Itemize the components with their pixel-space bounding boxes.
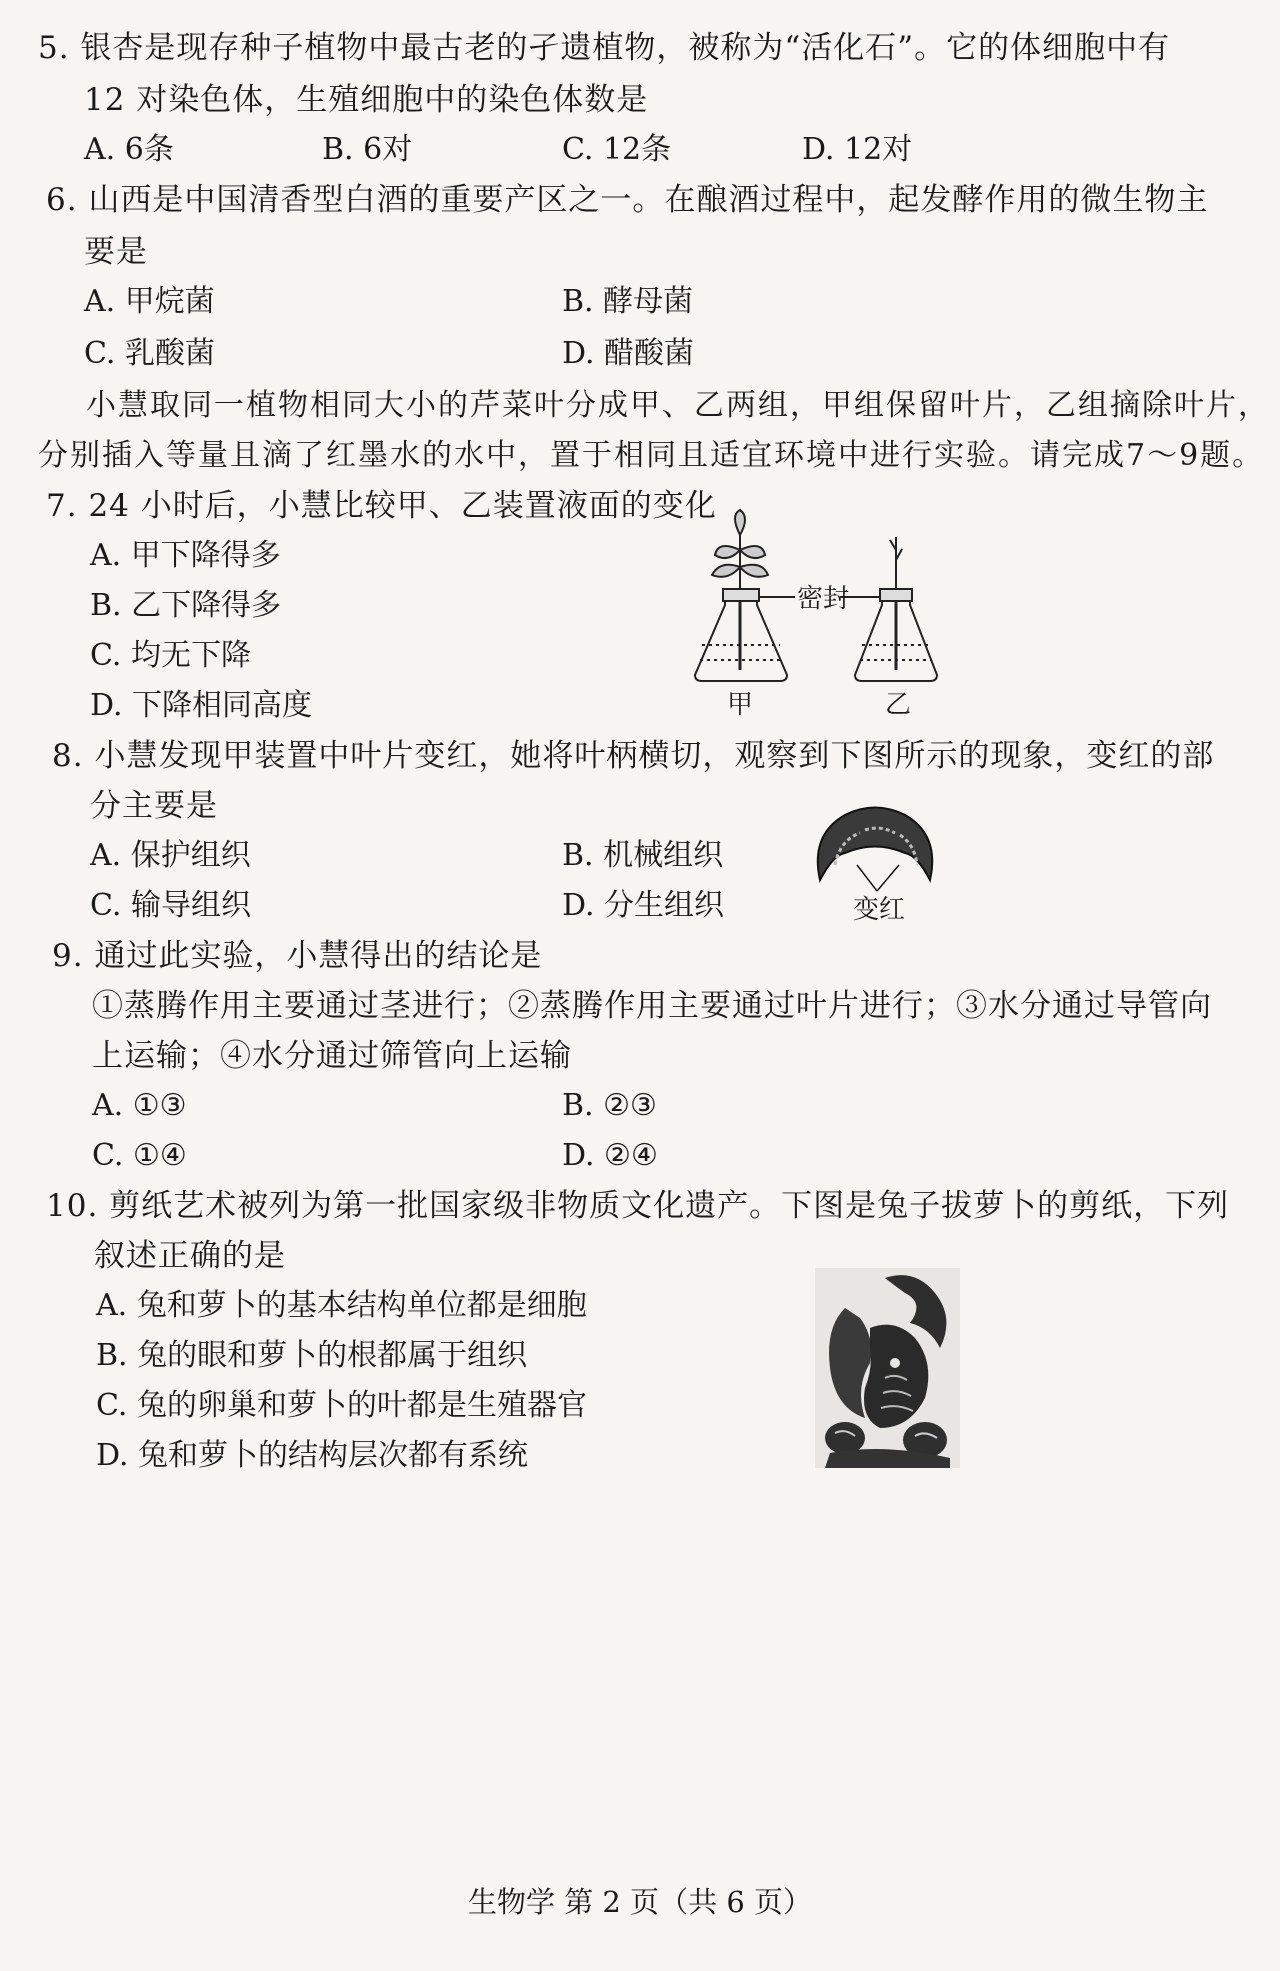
petiole-cross-section-figure xyxy=(805,795,945,905)
q9-option-a[interactable]: A. ①③ xyxy=(92,1088,187,1123)
q9-option-b[interactable]: B. ②③ xyxy=(562,1088,657,1123)
q6-stem-line2: 要是 xyxy=(84,234,148,270)
q5-stem-line2: 12 对染色体，生殖细胞中的染色体数是 xyxy=(84,82,649,118)
q7-option-d[interactable]: D. 下降相同高度 xyxy=(90,688,313,723)
page-footer: 生物学 第 2 页（共 6 页） xyxy=(468,1885,812,1919)
q6-stem-text: 山西是中国清香型白酒的重要产区之一。在酿酒过程中，起发酵作用的微生物主 xyxy=(88,182,1209,218)
q5-stem-line1 xyxy=(38,28,1170,68)
turned-red-label: 变红 xyxy=(853,895,906,925)
q10-stem-line2: 叙述正确的是 xyxy=(94,1238,286,1274)
q8-option-d[interactable]: D. 分生组织 xyxy=(562,888,725,923)
q9-stem-line1 xyxy=(52,936,542,976)
q9-option-c[interactable]: C. ①④ xyxy=(92,1138,187,1173)
q8-option-c[interactable]: C. 输导组织 xyxy=(90,888,251,923)
red-pointer-left xyxy=(857,865,877,891)
q8-number: 8. xyxy=(52,738,84,774)
q5-option-b[interactable]: B. 6对 xyxy=(322,132,413,167)
q9-number: 9. xyxy=(52,938,84,974)
flask-yi-label: 乙 xyxy=(885,690,912,720)
q5-stem-text: 银杏是现存种子植物中最古老的孑遗植物，被称为“活化石”。它的体细胞中有 xyxy=(80,30,1171,66)
flask-jia xyxy=(695,510,787,681)
q5-number: 5. xyxy=(38,30,70,66)
papercut-rabbit-radish-figure xyxy=(815,1268,960,1468)
q7-option-c[interactable]: C. 均无下降 xyxy=(90,638,251,673)
intro-line1: 小慧取同一植物相同大小的芹菜叶分成甲、乙两组，甲组保留叶片，乙组摘除叶片， xyxy=(86,388,1270,423)
q6-option-a[interactable]: A. 甲烷菌 xyxy=(84,284,215,319)
q10-option-b[interactable]: B. 兔的眼和萝卜的根都属于组织 xyxy=(96,1338,528,1373)
q8-stem-line1 xyxy=(52,736,1214,776)
q6-option-d[interactable]: D. 醋酸菌 xyxy=(562,336,695,371)
q10-option-c[interactable]: C. 兔的卵巢和萝卜的叶都是生殖器官 xyxy=(96,1388,587,1423)
q9-stem-line3: 上运输；④水分通过筛管向上运输 xyxy=(92,1038,572,1074)
q7-option-b[interactable]: B. 乙下降得多 xyxy=(90,588,282,623)
q10-number: 10. xyxy=(46,1188,99,1224)
q6-option-b[interactable]: B. 酵母菌 xyxy=(562,284,694,319)
q9-stem-line2: ①蒸腾作用主要通过茎进行；②蒸腾作用主要通过叶片进行；③水分通过导管向 xyxy=(92,988,1212,1024)
q7-option-a[interactable]: A. 甲下降得多 xyxy=(90,538,281,573)
q8-stem-line2: 分主要是 xyxy=(90,788,218,824)
q5-option-d[interactable]: D. 12对 xyxy=(802,132,913,167)
red-pointer-right xyxy=(877,865,899,891)
intro-line2: 分别插入等量且滴了红墨水的水中，置于相同且适宜环境中进行实验。请完成7～9题。 xyxy=(38,438,1265,473)
q10-stem-line1 xyxy=(46,1186,1229,1226)
q6-option-c[interactable]: C. 乳酸菌 xyxy=(84,336,215,371)
q7-number: 7. xyxy=(46,488,78,524)
q6-number: 6. xyxy=(46,182,78,218)
q5-option-c[interactable]: C. 12条 xyxy=(562,132,672,167)
q7-stem-text: 24 小时后，小慧比较甲、乙装置液面的变化 xyxy=(88,488,717,524)
q8-stem-text: 小慧发现甲装置中叶片变红，她将叶柄横切，观察到下图所示的现象，变红的部 xyxy=(94,738,1215,774)
seal-label: 密封 xyxy=(797,584,850,614)
flask-yi xyxy=(855,537,937,681)
q10-stem-text: 剪纸艺术被列为第一批国家级非物质文化遗产。下图是兔子拔萝卜的剪纸，下列 xyxy=(109,1188,1230,1224)
q7-stem-line1 xyxy=(46,486,717,526)
q5-option-a[interactable]: A. 6条 xyxy=(84,132,174,167)
q9-option-d[interactable]: D. ②④ xyxy=(562,1138,658,1173)
q9-stem-text: 通过此实验，小慧得出的结论是 xyxy=(94,938,543,974)
q8-option-a[interactable]: A. 保护组织 xyxy=(90,838,251,873)
q6-stem-line1 xyxy=(46,180,1208,220)
q8-option-b[interactable]: B. 机械组织 xyxy=(562,838,724,873)
q10-option-a[interactable]: A. 兔和萝卜的基本结构单位都是细胞 xyxy=(96,1288,587,1323)
flask-jia-label: 甲 xyxy=(727,690,754,720)
q10-option-d[interactable]: D. 兔和萝卜的结构层次都有系统 xyxy=(96,1438,529,1473)
